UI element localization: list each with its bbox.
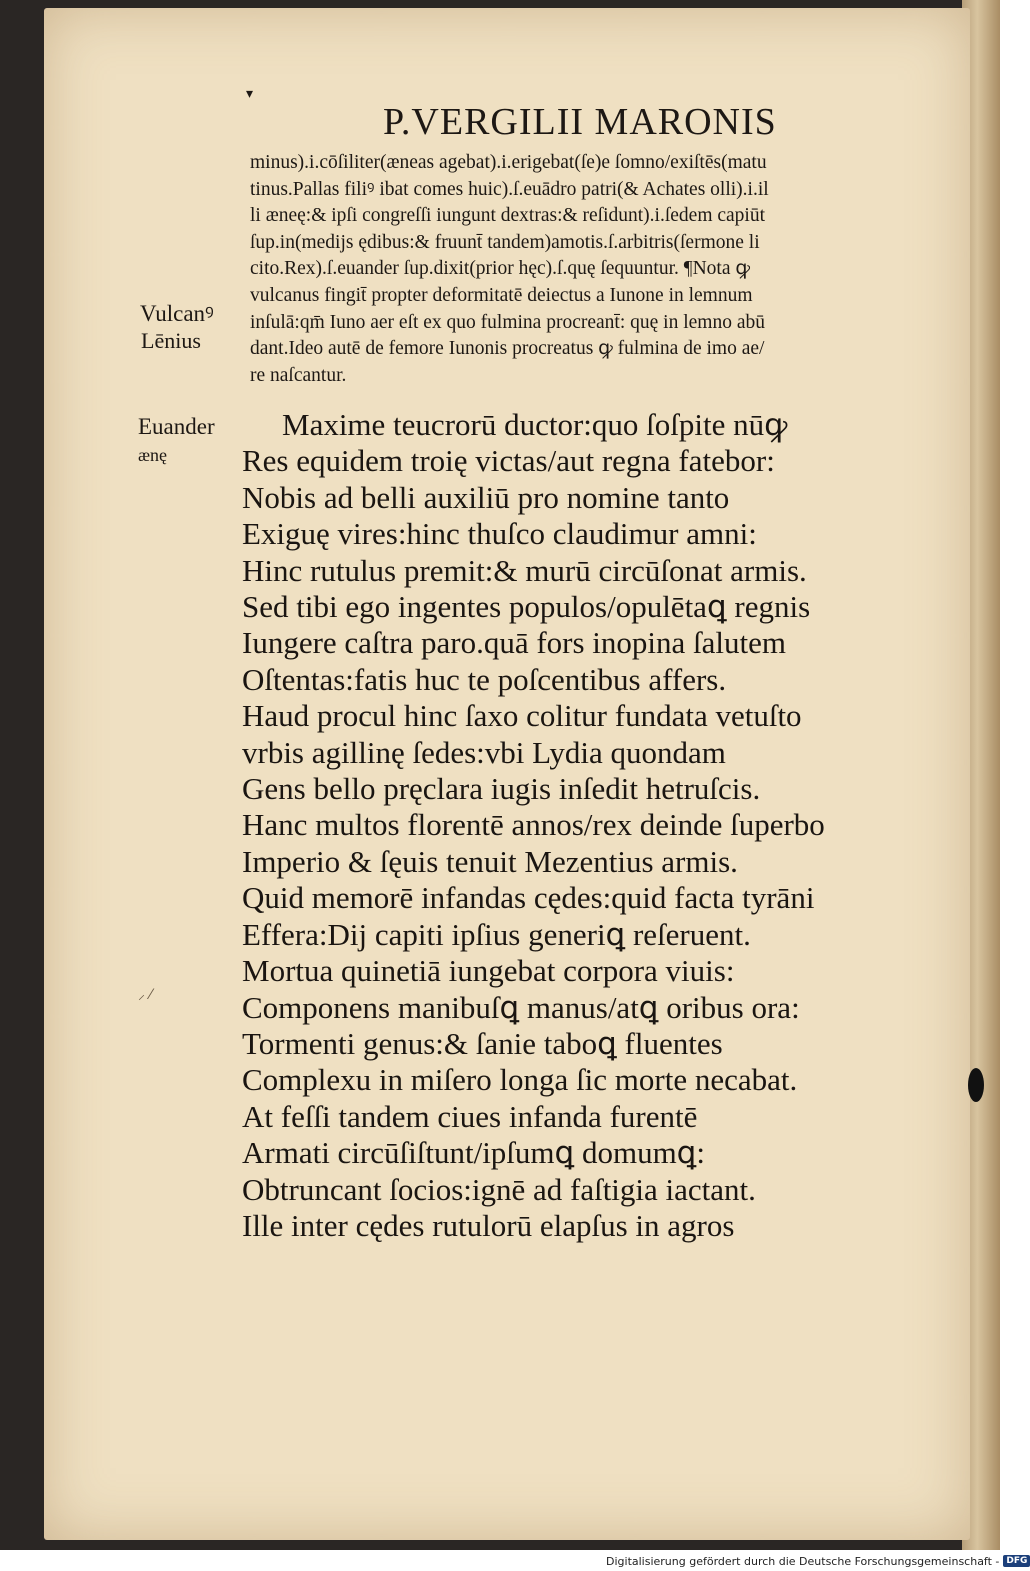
margin-note-lemnius: Lēnius — [141, 328, 201, 353]
verse-line: Obtruncant ſocios:ignē ad faſtigia iactant. — [242, 1171, 756, 1207]
margin-note-euander: Euander — [138, 414, 215, 439]
verse-line: Effera:Dij capiti ipſius generiꝗ reſeruent. — [242, 916, 751, 952]
verse-line: Tormenti genus:& ſanie taboꝗ fluentes — [242, 1025, 723, 1061]
verse-line: Imperio & ſęuis tenuit Mezentius armis. — [242, 843, 738, 879]
margin-note-aenee: ænę — [138, 445, 167, 465]
verse-line: Complexu in miſero longa ſic morte necabat. — [242, 1062, 798, 1098]
verse-line: Gens bello pręclara iugis inſedit hetruſcis. — [242, 771, 761, 807]
verse-line: Haud procul hinc ſaxo colitur fundata vetuſto — [242, 698, 802, 734]
commentary-line: inſulā:qm̄ Iuno aer eſt ex quo fulmina procreant̄: quę in lemno abū — [250, 311, 765, 333]
verse-line: Iungere caſtra paro.quā fors inopina ſalutem — [242, 625, 786, 661]
commentary-line: re naſcantur. — [250, 364, 347, 386]
commentary-line: vulcanus fingit̄ propter deformitatē deiectus a Iunone in lemnum — [250, 284, 753, 306]
dfg-logo-icon: DFG — [1003, 1555, 1030, 1567]
margin-note-vulcanus: Vulcanꝰ — [140, 301, 214, 326]
verse-line: vrbis agillinę ſedes:vbi Lydia quondam — [242, 734, 726, 770]
signature-mark: ▾ — [246, 86, 254, 102]
marginal-pen-mark: ⸝ ⁄ — [138, 987, 152, 1003]
footer-text: Digitalisierung gefördert durch die Deutsche Forschungsgemeinschaft - — [606, 1554, 1000, 1568]
verse-line: Ille inter cędes rutulorū elapſus in agros — [242, 1207, 735, 1243]
verse-line: Oſtentas:fatis huc te poſcentibus affers. — [242, 661, 727, 697]
verse-line: Quid memorē infandas cędes:quid facta tyrāni — [242, 880, 815, 916]
commentary-line: dant.Ideo autē de femore Iunonis procreatus ꝙ fulmina de imo ae/ — [250, 338, 765, 360]
verse-line: Armati circūſiſtunt/ipſumꝗ domumꝗ: — [242, 1135, 705, 1171]
verse-line: Hanc multos florentē annos/rex deinde ſuperbo — [242, 807, 825, 843]
commentary-line: minus).i.cōſiliter(æneas agebat).i.erigebat(ſe)e ſomno/exiſtēs(matu — [250, 152, 767, 173]
verse-line: Maxime teucrorū ductor:quo ſoſpite nūꝙ — [282, 407, 788, 442]
verse-line: Nobis ad belli auxiliū pro nomine tanto — [242, 479, 730, 515]
verse-line: Exiguę vires:hinc thuſco claudimur amni: — [242, 516, 757, 552]
verse-line: Res equidem troię victas/aut regna fatebor: — [242, 443, 775, 479]
verse-line: Hinc rutulus premit:& murū circūſonat armis. — [242, 552, 807, 588]
verse-line: At feſſi tandem ciues infanda furentē — [242, 1098, 698, 1134]
verse-line: Mortua quinetiā iungebat corpora viuis: — [242, 953, 735, 989]
verse-block — [242, 407, 942, 1244]
commentary-line: li æneę:& ipſi congreſſi iungunt dextras:& reſidunt).i.ſedem capiūt — [250, 205, 766, 227]
verse-line: Sed tibi ego ingentes populos/opulētaꝗ regnis — [242, 589, 811, 625]
commentary-line: cito.Rex).ſ.euander ſup.dixit(prior hęc).ſ.quę ſequuntur. ¶Nota ꝙ — [250, 258, 751, 280]
commentary-line: ſup.in(medijs ędibus:& fruunt̄ tandem)amotis.ſ.arbitris(ſermone li — [250, 231, 760, 253]
digitization-footer — [606, 1553, 1030, 1569]
commentary-line: tinus.Pallas filiꝰ ibat comes huic).ſ.euādro patri(& Achates olli).i.il — [250, 178, 769, 200]
running-head: P.VERGILII MARONIS — [383, 101, 777, 143]
verse-line: Componens manibuſꝗ manus/atꝗ oribus ora: — [242, 989, 800, 1025]
commentary-block — [250, 150, 950, 389]
binding-hole-mark — [968, 1068, 984, 1102]
